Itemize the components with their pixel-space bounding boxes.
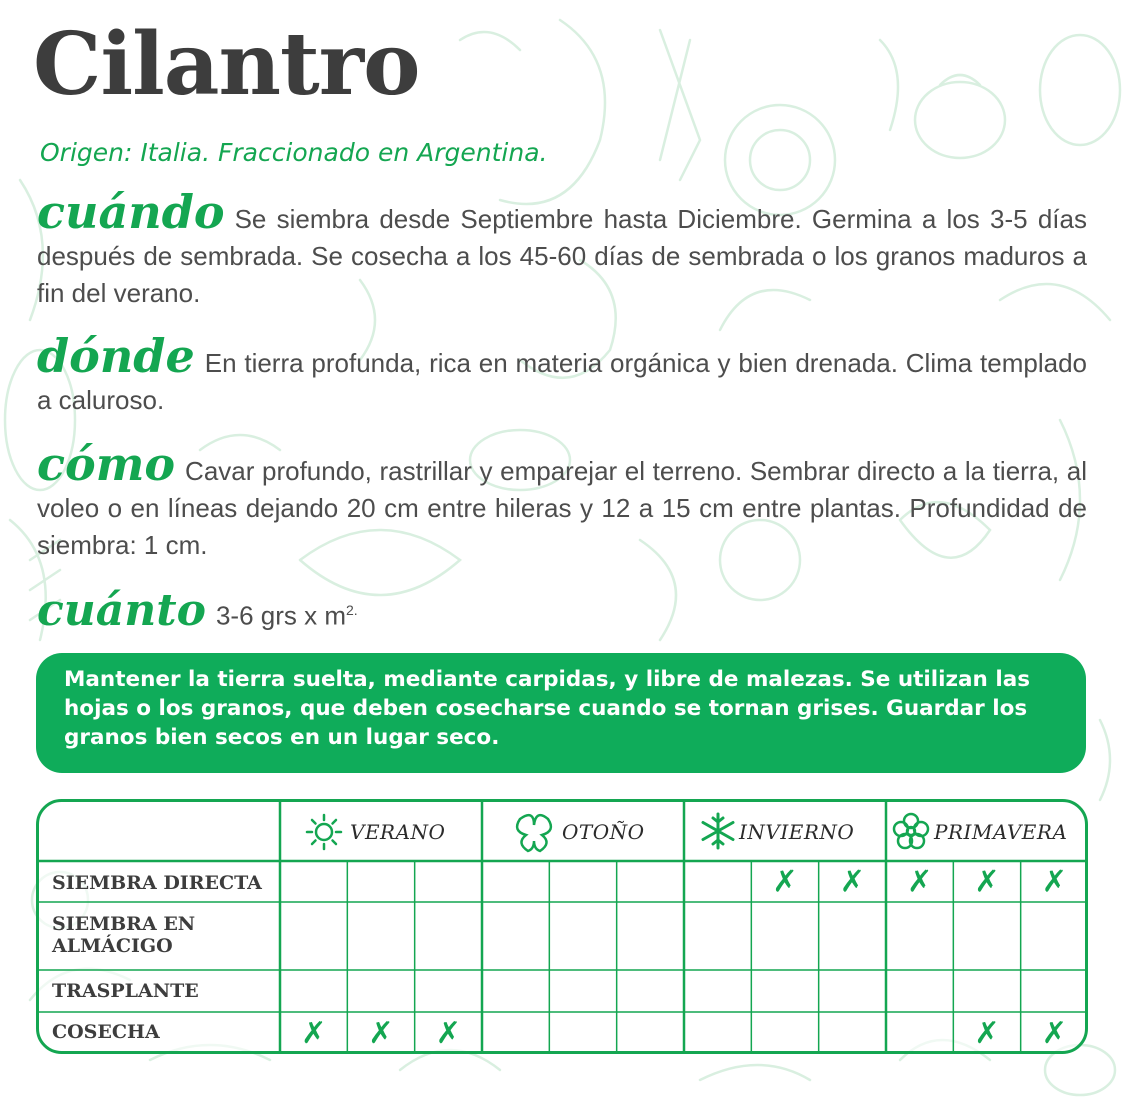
section-cuanto: [37, 584, 1087, 636]
calendar-mark: ✗: [435, 1016, 461, 1051]
section-superscript: 2.: [345, 602, 358, 618]
section-como: [37, 437, 1087, 564]
planting-calendar: [36, 799, 1088, 1054]
calendar-mark: ✗: [839, 864, 865, 900]
section-text: En tierra profunda, rica en materia orgánica y bien drenada. Clima templado a caluroso.: [37, 348, 1087, 415]
season-label: VERANO: [350, 820, 446, 844]
calendar-mark: ✗: [974, 1016, 1000, 1051]
row-label-siembra-almacigo: SIEMBRA EN ALMÁCIGO: [52, 913, 196, 957]
care-tip-box: Mantener la tierra suelta, mediante carpidas, y libre de malezas. Se utilizan las hojas o los granos, que deben cosecharse cuando se tornan grises. Guardar los granos bien secos en un lugar seco.: [36, 653, 1086, 773]
section-donde: [37, 329, 1087, 419]
section-text: 3-6 grs x m: [215, 600, 346, 631]
section-keyword: cuánto: [37, 584, 206, 636]
section-keyword: cuándo: [37, 185, 225, 239]
section-keyword: cómo: [37, 437, 176, 491]
row-label-siembra-directa: SIEMBRA DIRECTA: [52, 872, 262, 894]
season-label: INVIERNO: [739, 820, 855, 844]
calendar-mark: ✗: [301, 1016, 327, 1051]
calendar-mark: ✗: [772, 864, 798, 900]
section-text: Cavar profundo, rastrillar y emparejar el terreno. Sembrar directo a la tierra, al voleo o en líneas dejando 20 cm entre hileras y 12 a 15 cm entre plantas. Profundidad de siembra: 1 cm.: [37, 456, 1087, 560]
calendar-mark: ✗: [1041, 864, 1067, 900]
section-text: Se siembra desde Septiembre hasta Diciembre. Germina a los 3-5 días después de sembrada. Se cosecha a los 45-60 días de sembrada o los granos maduros a fin del verano.: [37, 204, 1087, 308]
page-title: Cilantro: [33, 14, 420, 115]
calendar-mark: ✗: [1041, 1016, 1067, 1051]
season-label: PRIMAVERA: [934, 820, 1068, 844]
row-label-trasplante: TRASPLANTE: [52, 980, 199, 1002]
section-cuando: [37, 185, 1087, 312]
section-keyword: dónde: [37, 329, 195, 383]
calendar-mark: ✗: [974, 864, 1000, 900]
calendar-mark: ✗: [907, 864, 933, 900]
row-label-cosecha: COSECHA: [52, 1021, 160, 1043]
calendar-mark: ✗: [368, 1016, 394, 1051]
season-label: OTOÑO: [562, 820, 645, 844]
origin-line: Origen: Italia. Fraccionado en Argentina.: [40, 138, 548, 167]
